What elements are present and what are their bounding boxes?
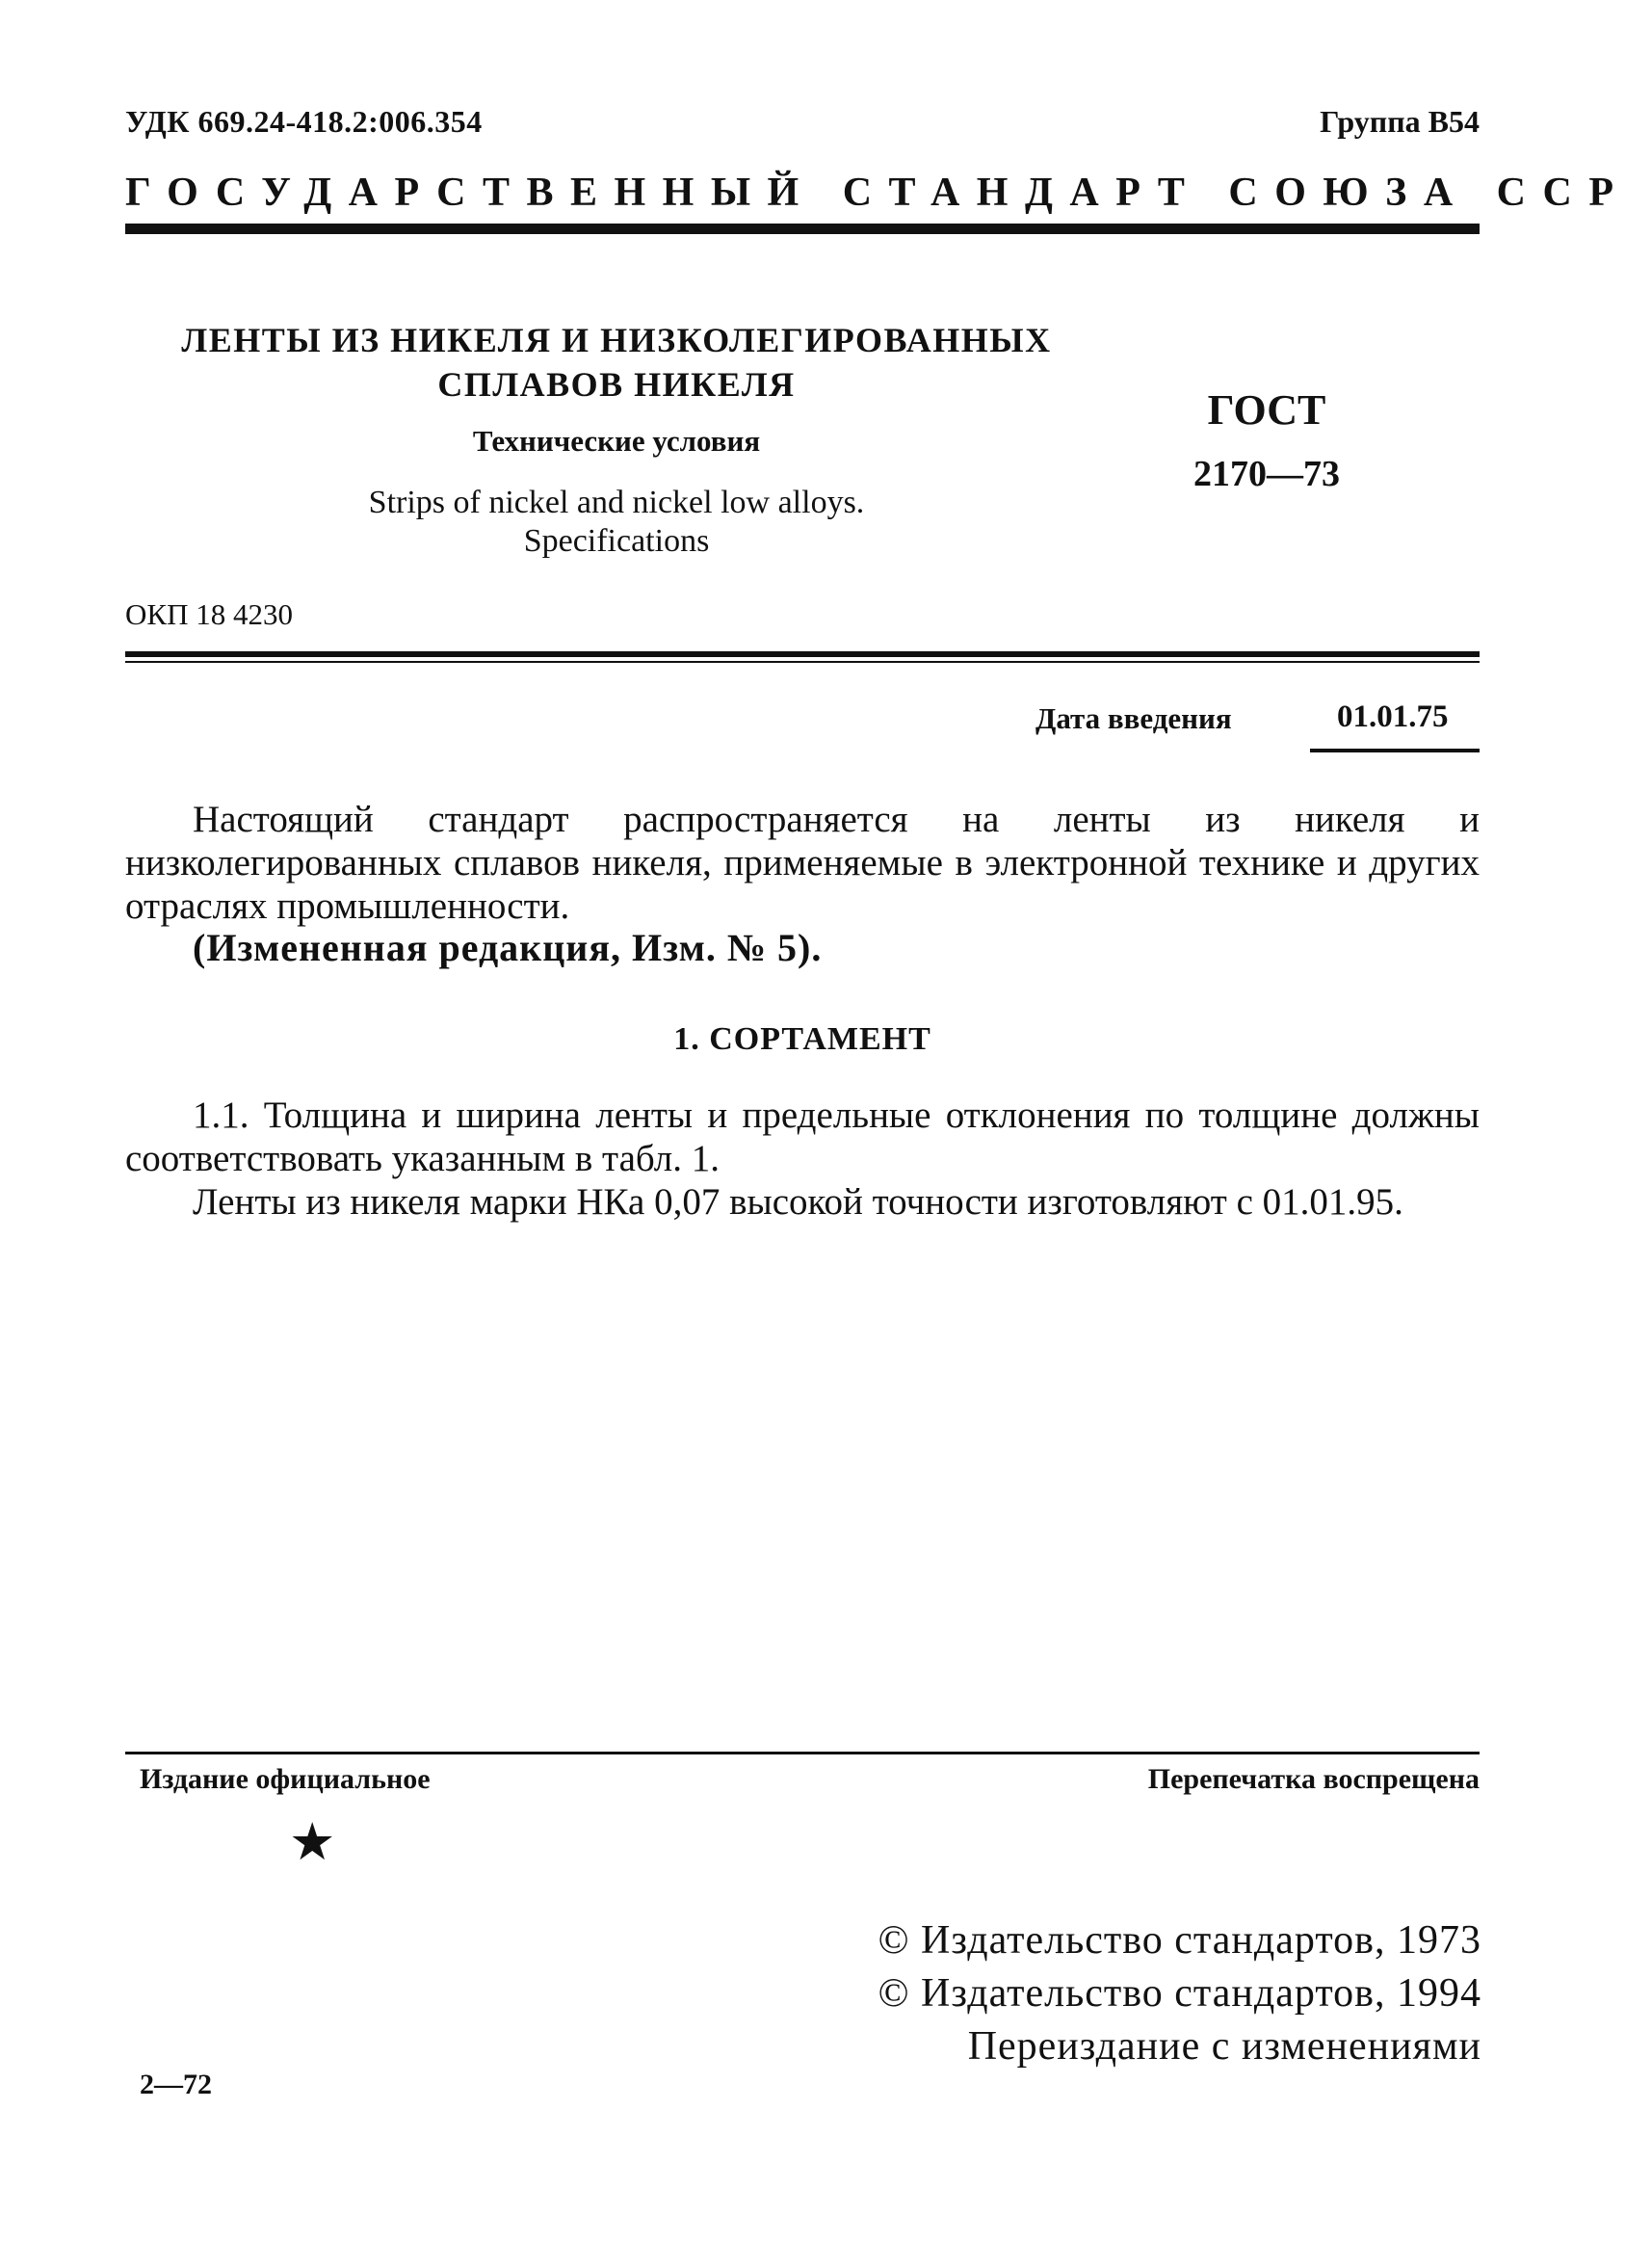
okp-rule-thin (125, 661, 1480, 663)
state-standard-banner: ГОСУДАРСТВЕННЫЙ СТАНДАРТ СОЮЗА ССР (125, 171, 1631, 215)
clause-1-1: 1.1. Толщина и ширина ленты и предельные отклонения по толщине должны соответствовать указанным в табл. 1. (125, 1094, 1480, 1179)
document-title (125, 318, 1108, 407)
english-title (125, 484, 1108, 561)
title-line-2: СПЛАВОВ НИКЕЛЯ (437, 365, 796, 404)
english-title-line-2: Specifications (523, 523, 710, 559)
date-underline (1310, 749, 1480, 752)
footer-rule (125, 1752, 1480, 1754)
okp-code: ОКП 18 4230 (125, 597, 293, 631)
document-subtitle: Технические условия (472, 424, 761, 458)
official-edition-label: Издание официальное (140, 1763, 431, 1795)
introduction-date-value: 01.01.75 (1337, 699, 1449, 734)
section-heading: 1. СОРТАМЕНТ (673, 1021, 931, 1057)
introduction-date-label: Дата введения (1035, 701, 1232, 735)
reissue-note: Переиздание с изменениями (967, 2024, 1481, 2069)
clause-note: Ленты из никеля марки НКа 0,07 высокой точности изготовляют с 01.01.95. (193, 1181, 1403, 1223)
english-title-line-1: Strips of nickel and nickel low alloys. (368, 485, 865, 520)
reprint-prohibited-label: Перепечатка воспрещена (1147, 1763, 1480, 1795)
title-line-1: ЛЕНТЫ ИЗ НИКЕЛЯ И НИЗКОЛЕГИРОВАННЫХ (181, 321, 1052, 359)
okp-rule (125, 651, 1480, 657)
amendment-note: (Измененная редакция, Изм. № 5). (193, 926, 823, 969)
header-rule (125, 224, 1480, 234)
page-code: 2—72 (140, 2069, 212, 2100)
standard-label: ГОСТ (1207, 386, 1326, 434)
group-code: Группа В54 (1320, 104, 1480, 139)
copyright-1973: © Издательство стандартов, 1973 (878, 1918, 1481, 1963)
scope-paragraph: Настоящий стандарт распространяется на ленты из никеля и низколегированных сплавов никеля, применяемые в электронной технике и других отраслях промышленности. (125, 799, 1480, 927)
udc-code: УДК 669.24-418.2:006.354 (125, 104, 483, 139)
standard-number: 2170—73 (1193, 454, 1340, 494)
copyright-1994: © Издательство стандартов, 1994 (878, 1971, 1481, 2016)
star-icon: ★ (289, 1813, 336, 1871)
